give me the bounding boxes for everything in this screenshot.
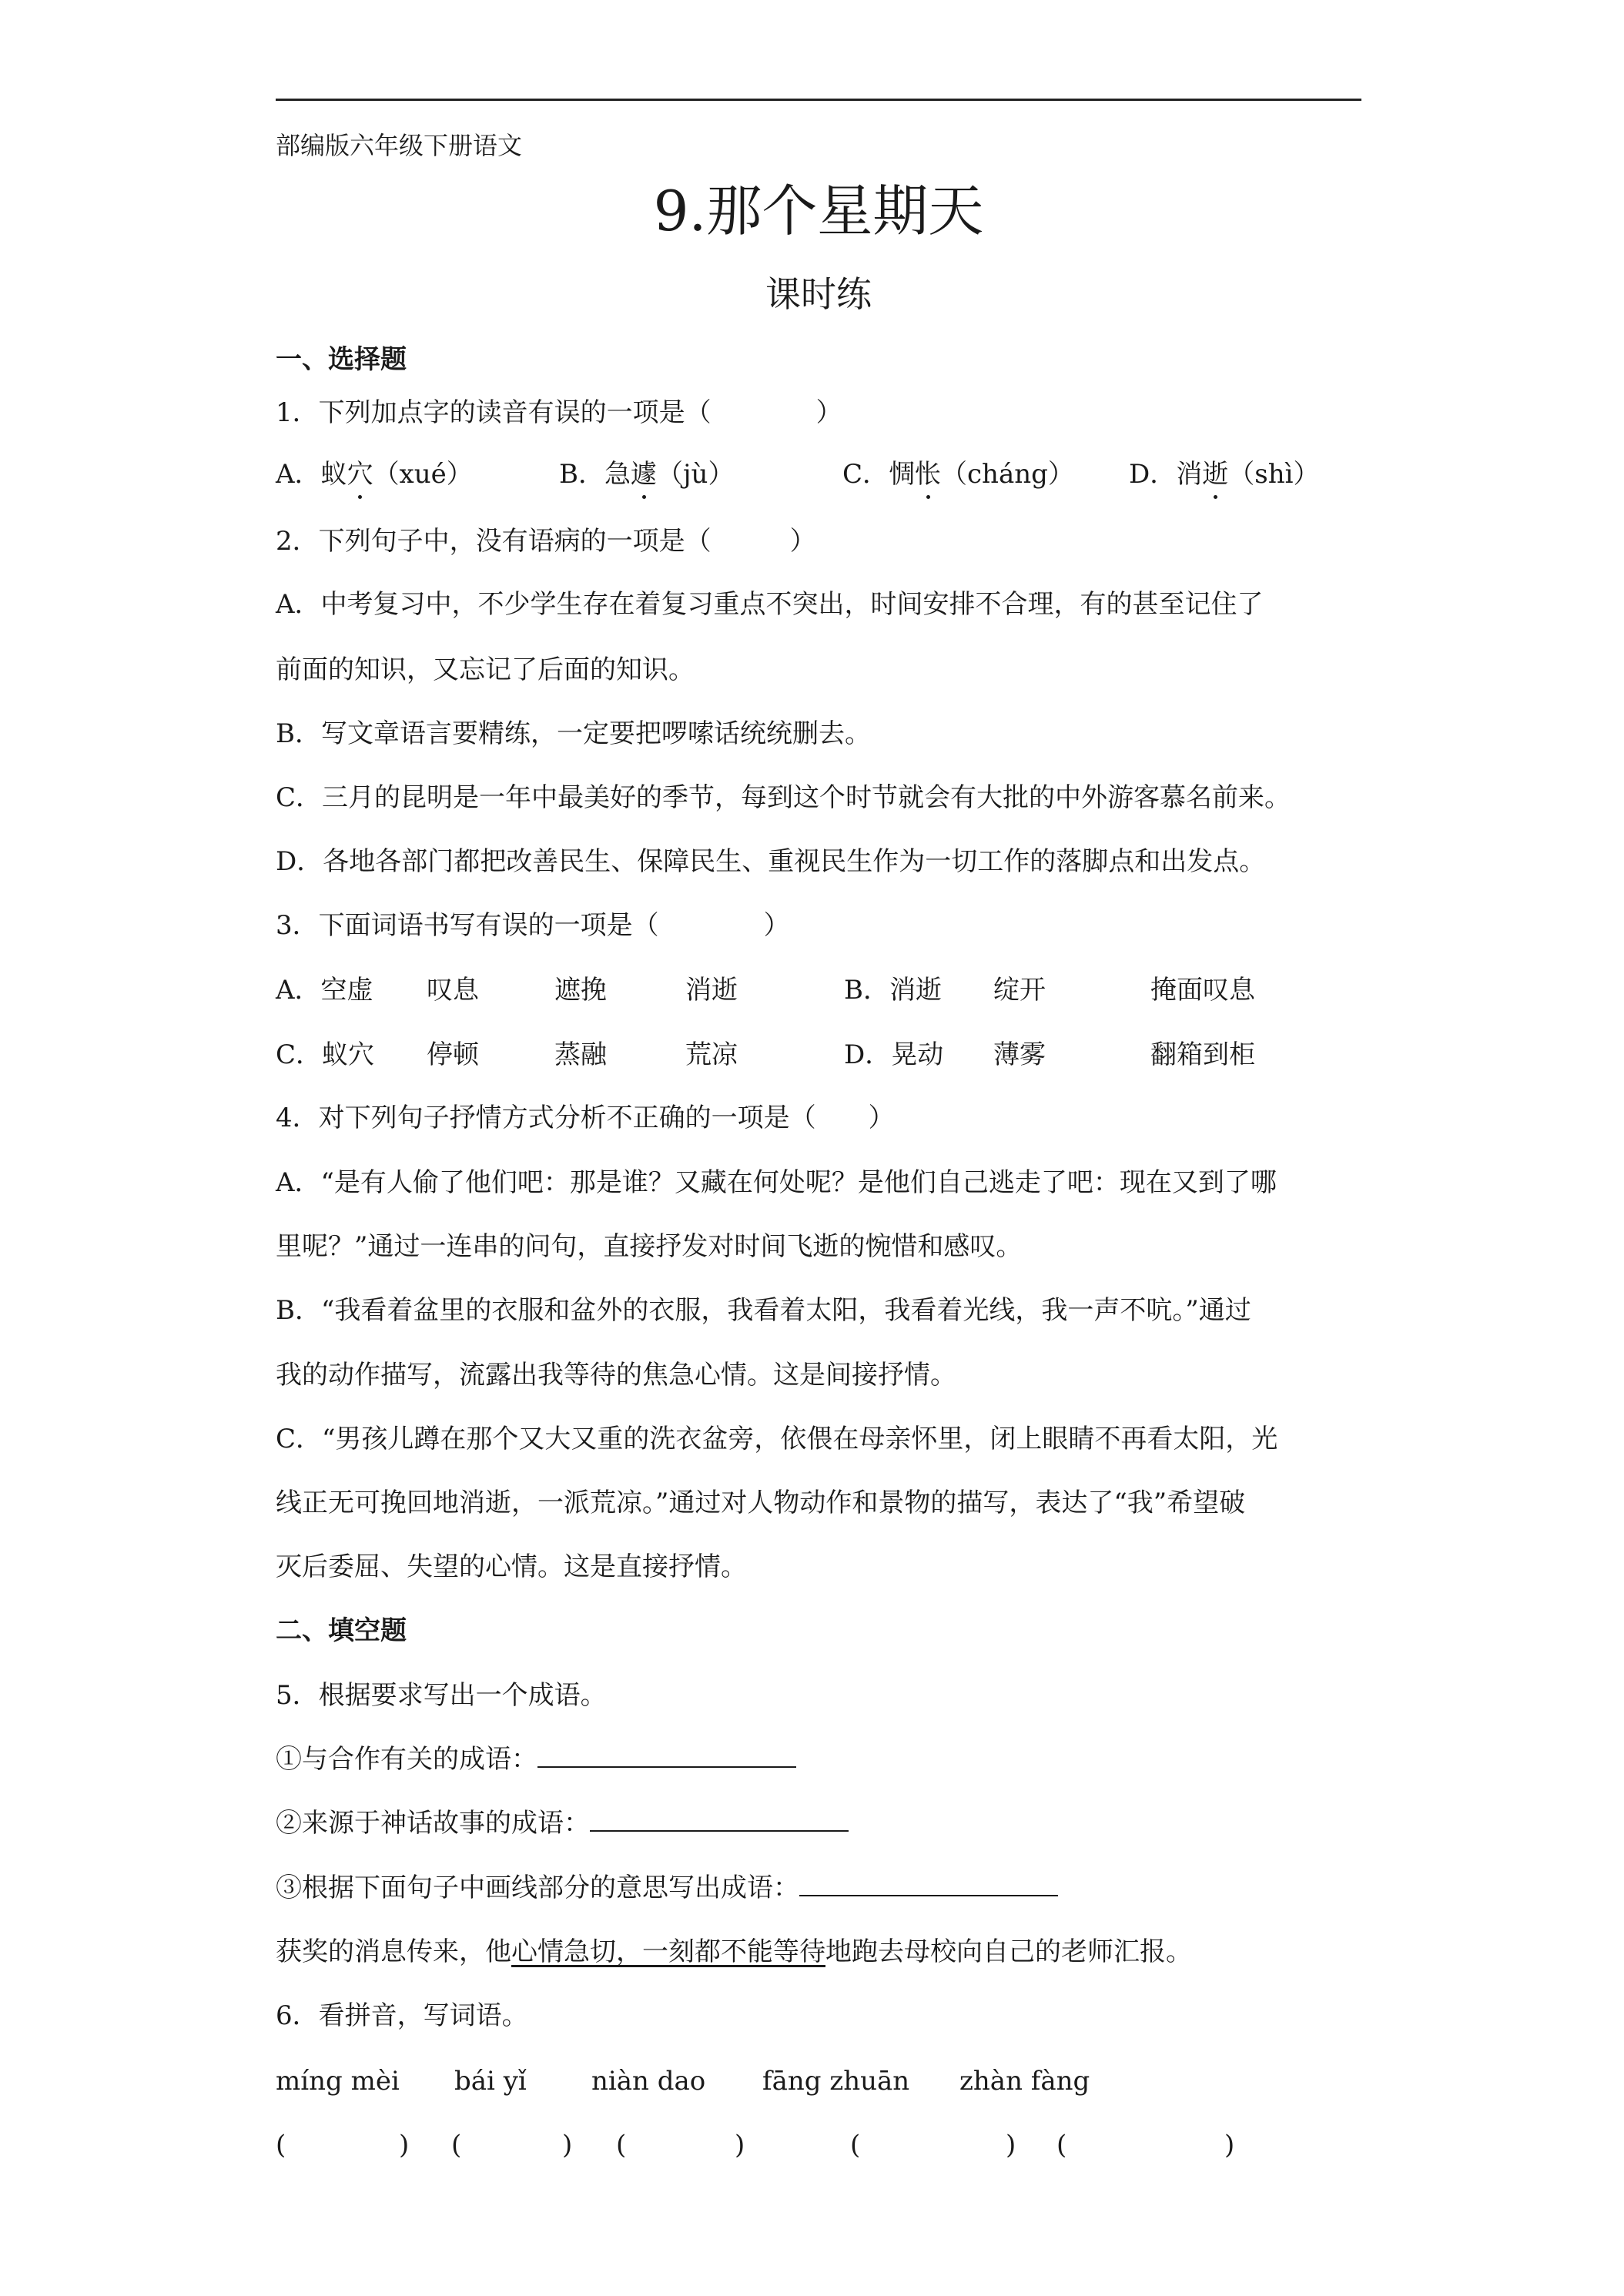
q3-word: 消逝 [685, 975, 738, 1006]
q4-option-c-line1: C．“男孩儿蹲在那个又大又重的洗衣盆旁，依偎在母亲怀里，闭上眼睛不再看太阳，光 [276, 1424, 1278, 1454]
q3-word: 荒凉 [685, 1039, 738, 1070]
answer-paren-close: ) [399, 2130, 410, 2160]
q3-word: B．消逝 [844, 975, 942, 1006]
underlined-phrase: 心情急切，一刻都不能等待 [511, 1936, 825, 1967]
pinyin-item: míng mèi [276, 2066, 400, 2097]
q5-item-3: ③根据下面句子中画线部分的意思写出成语： [276, 1869, 1058, 1906]
q3-word: 停顿 [427, 1039, 479, 1070]
q5-sentence: 获奖的消息传来，他心情急切，一刻都不能等待地跑去母校向自己的老师汇报。 [276, 1936, 1192, 1967]
q1-stem: 1．下列加点字的读音有误的一项是（ ） [276, 397, 842, 428]
pinyin-item: zhàn fàng [959, 2066, 1090, 2097]
pinyin-item: bái yǐ [454, 2066, 527, 2097]
answer-paren-close: ) [735, 2130, 745, 2160]
q3-word: 薄雾 [993, 1039, 1046, 1070]
answer-paren-close: ) [562, 2130, 573, 2160]
q4-option-c-line2: 线正无可挽回地消逝，一派荒凉。”通过对人物动作和景物的描写，表达了“我”希望破 [276, 1488, 1246, 1518]
q1-option-c: C．惆怅（cháng） [842, 456, 1074, 493]
q3-word: 叹息 [427, 975, 479, 1006]
answer-blank[interactable] [799, 1872, 1058, 1896]
q2-option-c: C．三月的昆明是一年中最美好的季节，每到这个时节就会有大批的中外游客慕名前来。 [276, 782, 1291, 813]
answer-paren-close: ) [1224, 2130, 1235, 2160]
answer-paren-open: ( [276, 2130, 286, 2160]
answer-paren-open: ( [451, 2130, 462, 2160]
pinyin-item: niàn dao [591, 2066, 706, 2097]
q6-stem: 6．看拼音，写词语。 [276, 2000, 528, 2031]
answer-paren-close: ) [1006, 2130, 1016, 2160]
q3-word: 翻箱到柜 [1150, 1039, 1255, 1070]
q5-stem: 5．根据要求写出一个成语。 [276, 1680, 607, 1711]
q3-word: D．晃动 [844, 1039, 944, 1070]
section-heading-choice: 一、选择题 [276, 344, 407, 375]
q2-option-d: D．各地各部门都把改善民生、保障民生、重视民生作为一切工作的落脚点和出发点。 [276, 846, 1266, 877]
q1-option-a: A．蚁穴（xué） [276, 456, 473, 493]
q4-stem: 4．对下列句子抒情方式分析不正确的一项是（ ） [276, 1103, 895, 1133]
q3-word: A．空虚 [276, 975, 373, 1006]
q1-option-d: D．消逝（shì） [1129, 456, 1320, 493]
page-subtitle: 课时练 [765, 273, 872, 315]
q2-stem: 2．下列句子中，没有语病的一项是（ ） [276, 526, 816, 557]
q4-option-b-line1: B．“我看着盆里的衣服和盆外的衣服，我看着太阳，我看着光线，我一声不吭。”通过 [276, 1295, 1251, 1326]
q5-item-1: ①与合作有关的成语： [276, 1741, 796, 1778]
book-label: 部编版六年级下册语文 [276, 131, 523, 160]
page-title: 9.那个星期天 [653, 179, 984, 243]
q3-word: 掩面叹息 [1150, 975, 1255, 1006]
q4-option-a-line2: 里呢？”通过一连串的问句，直接抒发对时间飞逝的惋惜和感叹。 [276, 1231, 1023, 1262]
answer-blank[interactable] [537, 1743, 796, 1768]
q2-option-a-line2: 前面的知识，又忘记了后面的知识。 [276, 654, 695, 685]
q2-option-a-line1: A．中考复习中，不少学生存在着复习重点不突出，时间安排不合理，有的甚至记住了 [276, 589, 1264, 620]
header-rule [276, 99, 1361, 101]
q3-stem: 3．下面词语书写有误的一项是（ ） [276, 910, 790, 941]
q5-item-2: ②来源于神话故事的成语： [276, 1805, 849, 1842]
q1-option-b: B．急遽（jù） [559, 456, 734, 493]
answer-paren-open: ( [850, 2130, 861, 2160]
q3-word: 绽开 [993, 975, 1046, 1006]
q4-option-c-line3: 灭后委屈、失望的心情。这是直接抒情。 [276, 1551, 747, 1582]
q3-word: 遮挽 [554, 975, 607, 1006]
q3-word: C．蚁穴 [276, 1039, 375, 1070]
q4-option-a-line1: A．“是有人偷了他们吧：那是谁？又藏在何处呢？是他们自己逃走了吧：现在又到了哪 [276, 1167, 1277, 1198]
q3-word: 蒸融 [554, 1039, 607, 1070]
answer-paren-open: ( [616, 2130, 627, 2160]
answer-blank[interactable] [590, 1807, 849, 1832]
pinyin-item: fāng zhuān [762, 2066, 910, 2097]
worksheet-page [276, 0, 1361, 2296]
answer-paren-open: ( [1056, 2130, 1067, 2160]
q4-option-b-line2: 我的动作描写，流露出我等待的焦急心情。这是间接抒情。 [276, 1360, 956, 1391]
q2-option-b: B．写文章语言要精练，一定要把啰嗦话统统删去。 [276, 718, 871, 749]
section-heading-fill: 二、填空题 [276, 1615, 407, 1646]
